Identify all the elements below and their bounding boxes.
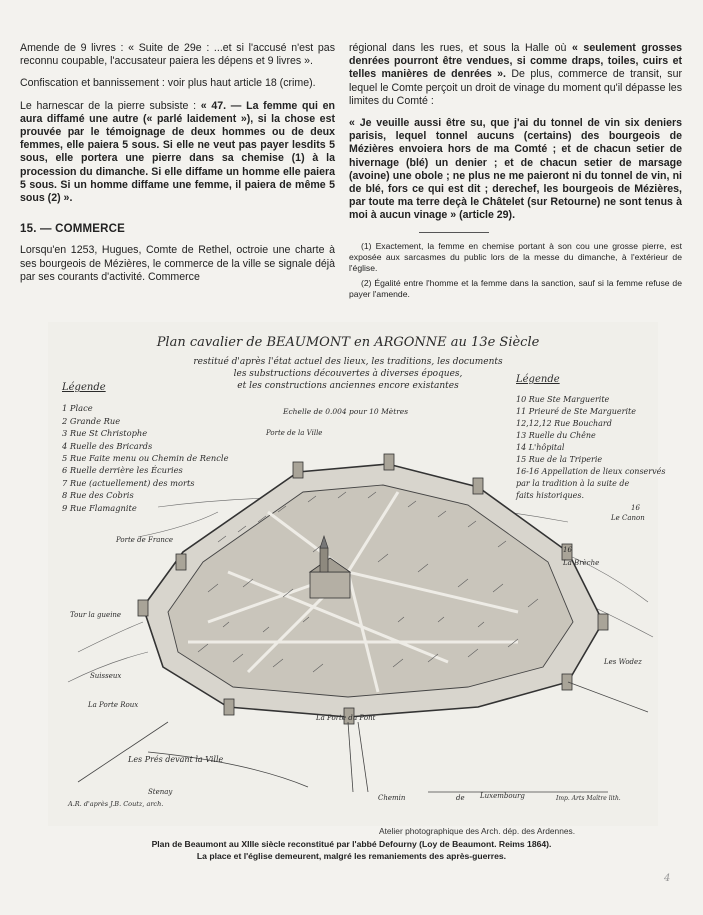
legend-left-item: 6 Ruelle derrière les Écuries [62, 465, 183, 476]
legend-right-title: Légende [516, 374, 560, 385]
label-porte-ville: Porte de la Ville [266, 429, 323, 437]
plan-subtitle-2: les substructions découvertes à diverses époques, [233, 369, 463, 379]
photo-credit: Atelier photographique des Arch. dép. des Ardennes. [379, 826, 576, 836]
label-canon: Le Canon [611, 514, 645, 522]
footnote-2: (2) Égalité entre l'homme et la femme dans la sanction, sauf si la femme refuse de payer l'amende. [349, 277, 682, 299]
figure-caption [60, 838, 643, 862]
legend-right-item: 12,12,12 Rue Bouchard [516, 419, 612, 428]
legend-right-item: 13 Ruelle du Chêne [516, 431, 596, 440]
plan-subtitle-3: et les constructions anciennes encore existantes [237, 381, 459, 391]
legend-right-item: par la tradition à la suite de [516, 479, 630, 488]
label-stenay: Stenay [148, 788, 173, 796]
legend-left-item: 3 Rue St Christophe [62, 428, 148, 439]
legend-left-item: 2 Grande Rue [62, 415, 121, 426]
paragraph-regional [349, 42, 682, 108]
legend-right-item: 15 Rue de la Triperie [516, 455, 603, 464]
label-tour-gueine: Tour la gueine [70, 611, 122, 619]
label-chemin: Chemin [378, 794, 406, 802]
paragraph-vinage-quote: « Je veuille aussi être su, que j'ai du tonnel de vin six deniers parisis, lequel tonnel aucuns (certains) des bourgeois de Mézières envoiera hors de ma Comté ; et de chacun setier de hivernage (blé) un denier ; et de chacun setier de marsage (avoine) une obole ; ne plus ne me paieront ni du tonnel de vin, ni de blé, fors ce qui est dit ; derechef, les bourgeois de Mézières, par toute ma terre deçà le Châtelet (sur Retourne) ne sont tenus à moi à aucun vinage » (article 29). [349, 117, 682, 222]
section-heading-commerce: 15. — COMMERCE [20, 223, 126, 236]
paragraph-confiscation: Confiscation et bannissement : voir plus haut article 18 (crime). [20, 77, 316, 90]
paragraph-harnescar [20, 100, 335, 206]
label-wodez: Les Wodez [604, 658, 642, 666]
footnote-1: (1) Exactement, la femme en chemise portant à son cou une grosse pierre, est exposée aux sarcasmes du public lors de la messe du dimanche, à l'extérieur de l'église. [349, 240, 682, 273]
label-luxembourg: Luxembourg [480, 792, 525, 800]
label-pres-ville: Les Prés devant la Ville [128, 755, 224, 764]
paragraph-commerce: Lorsqu'en 1253, Hugues, Comte de Rethel, octroie une charte à ses bourgeois de Mézières, le commerce de la ville se signale déjà par ses courants d'activité. Commerce [20, 244, 335, 283]
label-porte-roux: La Porte Roux [88, 701, 139, 709]
label-breche: La Brèche [563, 559, 600, 567]
label-suisseux: Suisseux [90, 672, 122, 680]
legend-right-item: 16-16 Appellation de lieux conservés [516, 467, 666, 476]
page-mark: 4 [664, 873, 671, 884]
legend-left [62, 382, 228, 514]
harnescar-intro: Le harnescar de la pierre subsiste : [20, 99, 201, 112]
engraver-signature: Imp. Arts Maître lith. [556, 795, 621, 802]
plan-scale: Echelle de 0.004 pour 10 Mètres [283, 407, 409, 416]
plan-title: Plan cavalier de BEAUMONT en ARGONNE au 13e Siècle [156, 335, 540, 350]
label-porte-pont: La Porte du Pont [316, 714, 376, 722]
harnescar-quote: « 47. — La femme qui en aura diffamé une autre (« parlé laidement »), si la chose est prouvée par le témoignage de deux hommes ou de deux femmes, elle paiera 5 sous. Si elle ne veut pas payer lesdits 5 sous, elle portera une pierre dans sa chemise (1) à la procession du dimanche. Si elle diffame un homme elle paiera 5 sous. Si un homme diffame une femme, il paiera de même 5 sous (2) ». [20, 99, 335, 205]
legend-left-title: Légende [62, 382, 106, 393]
left-column [20, 42, 335, 293]
legend-right-item: 14 L'hôpital [516, 443, 565, 452]
regional-a: régional dans les rues, et sous la Halle où [349, 42, 572, 54]
legend-right [516, 374, 665, 502]
legend-left-item: 8 Rue des Cobris [62, 490, 134, 501]
legend-left-item: 5 Rue Faite menu ou Chemin de Rencle [62, 453, 229, 464]
legend-left-item: 9 Rue Flamagnite [62, 502, 137, 513]
beaumont-plan-illustration [48, 322, 666, 826]
regional-quote: « seulement grosses denrées pourront être vendues, si comme draps, toiles, cuirs et telles manières de denrées ». [349, 42, 683, 81]
legend-left-item: 7 Rue (actuellement) des morts [62, 477, 195, 488]
legend-right-item: faits historiques. [516, 491, 585, 500]
right-column [349, 42, 682, 304]
label-de: de [456, 794, 465, 802]
paragraph-amende: Amende de 9 livres : « Suite de 29e : ...et si l'accusé n'est pas reconnu coupable, l'accusateur paiera les dépens et 9 livres ». [20, 42, 335, 68]
label-porte-france: Porte de France [116, 536, 173, 544]
legend-left-item: 4 Ruelle des Bricards [62, 440, 153, 451]
artist-signature: A.R. d'après J.B. Coutz, arch. [68, 800, 164, 808]
caption-line-2: La place et l'église demeurent, malgré les remaniements des après-guerres. [196, 851, 507, 861]
legend-left-item: 1 Place [62, 403, 93, 414]
legend-right-item: 11 Prieuré de Ste Marguerite [516, 407, 636, 416]
legend-right-item: 10 Rue Ste Marguerite [516, 395, 610, 404]
label-16-b: 16 [563, 546, 572, 554]
regional-c: De plus, commerce de transit, sur lequel le Comte perçoit un droit de vinage du moment qu'il dépasse les limites du Comté : [349, 68, 682, 107]
plan-subtitle-1: restitué d'après l'état actuel des lieux, les traditions, les documents [193, 357, 503, 367]
caption-line-1: Plan de Beaumont au XIIIe siècle reconstitué par l'abbé Defourny (Loy de Beaumont. Reims 1864). [151, 839, 552, 849]
label-16-a: 16 [631, 504, 640, 512]
footnote-rule [419, 232, 489, 233]
